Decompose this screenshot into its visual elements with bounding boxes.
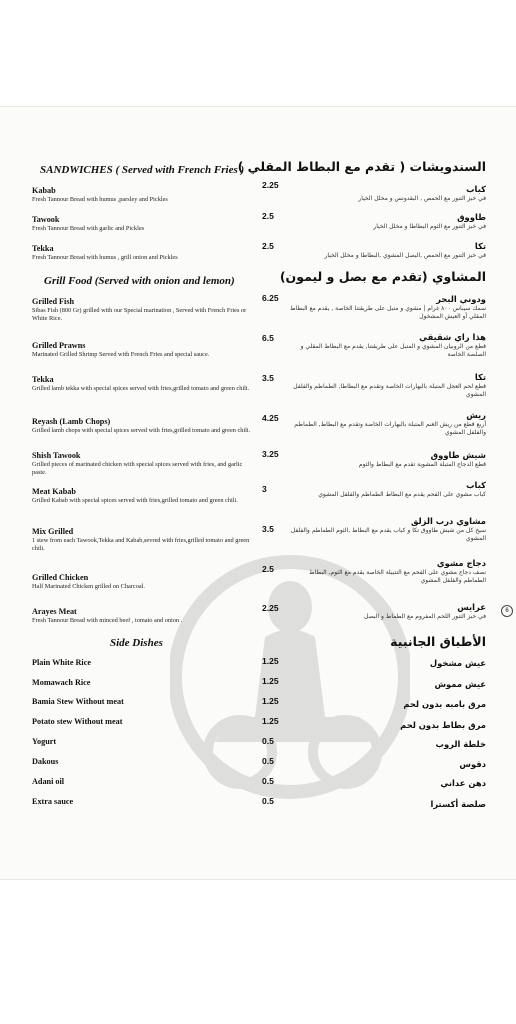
side-item: Momawach Rice xyxy=(32,678,91,687)
menu-item: Shish Tawook Grilled pieces of marinated chicken with special spices served with fries, and garlic paste. xyxy=(32,451,243,476)
page-marker-badge: 6 xyxy=(501,605,513,617)
grill-heading-en: Grill Food (Served with onion and lemon) xyxy=(44,275,235,287)
menu-item: Tekka Fresh Tannour Bread with humus , grill onion and Pickles xyxy=(32,244,178,261)
side-item: Plain White Rice xyxy=(32,658,91,667)
side-item-ar: خلطة الروب xyxy=(435,739,486,749)
item-price: 2.25 xyxy=(262,603,279,613)
side-item: Dakous xyxy=(32,757,59,766)
sandwiches-heading-en: SANDWICHES ( Served with French Fries ) xyxy=(40,164,245,176)
item-price: 2.5 xyxy=(262,241,274,251)
menu-page xyxy=(0,106,516,880)
item-price: 2.25 xyxy=(262,180,279,190)
item-price: 6.5 xyxy=(262,333,274,343)
side-dishes-heading-en: Side Dishes xyxy=(110,637,163,649)
menu-item-ar: كباب كباب مشوي على الفحم يقدم مع البطاط الطماطم والفلفل المشوي xyxy=(318,480,486,498)
side-item: Potato stew Without meat xyxy=(32,717,123,726)
item-price: 2.5 xyxy=(262,211,274,221)
menu-item-ar: دجاج مشوي نصف دجاج مشوي على الفحم مع التتبيلة الخاصة يقدم مع الثوم, البطاط الطماطم والفلفل المشوي xyxy=(309,558,486,584)
menu-item-ar: ريش أربع قطع من ريش الغنم المتبلة بالبهارات الخاصة وتقدم مع البطاط, الطماطم والفلفل المشوي xyxy=(294,410,486,436)
item-price: 3 xyxy=(262,484,267,494)
menu-item: Arayes Meat Fresh Tannour Bread with minced beef , tomato and onion . xyxy=(32,607,183,624)
grill-heading-ar: المشاوي (تقدم مع بصل و ليمون) xyxy=(279,269,486,284)
menu-item-ar: كباب في خبز التنور مع الحمص , البقدونس و مخلل الخيار xyxy=(358,184,486,202)
menu-item: Meat Kabab Grilled Kabab with special spices served with fries,grilled tomato and green chili. xyxy=(32,487,238,504)
menu-item-ar: ودوني البحر سمك سيباس ٨٠٠ غرام | مشوي و متبل على طريقتنا الخاصة , يقدم مع البطاط المقلي أو العيش المشخول xyxy=(289,294,486,320)
side-item-ar: عيش مموش xyxy=(434,679,486,689)
side-item-ar: مرق بامبه بدون لحم xyxy=(403,699,486,709)
menu-item: Grilled Chicken Half Marinated Chicken grilled on Charcoal. xyxy=(32,573,145,590)
menu-item-ar: شيش طاووق قطع الدجاج المتبلة المشوية تقدم مع البطاط والثوم xyxy=(358,450,486,468)
menu-item: Mix Grilled 1 stew from each Tawook,Tekka and Kabab,sevred with fries,grilled tomato and green chili. xyxy=(32,527,250,552)
side-item-ar: مرق بطاط بدون لحم xyxy=(400,720,486,730)
menu-item: Tawook Fresh Tannour Bread with garlic and Pickles xyxy=(32,215,145,232)
item-price: 0.5 xyxy=(262,756,274,766)
menu-item: Grilled Prawns Marinated Grilled Shrimp Served with French Fries and special sauce. xyxy=(32,341,210,358)
item-price: 2.5 xyxy=(262,564,274,574)
menu-item-ar: عرايس في خبز التنور اللحم المفروم مع الطماط و البصل xyxy=(364,602,486,620)
side-item-ar: صلصة أكسترا xyxy=(430,799,486,809)
item-price: 3.5 xyxy=(262,373,274,383)
item-price: 1.25 xyxy=(262,696,279,706)
side-item-ar: دقوس xyxy=(459,759,486,769)
item-price: 1.25 xyxy=(262,656,279,666)
item-price: 0.5 xyxy=(262,776,274,786)
menu-item: Kabab Fresh Tannour Bread with humus ,parsley and Pickles xyxy=(32,186,168,203)
side-item: Extra sauce xyxy=(32,797,74,806)
side-item: Bamia Stew Without meat xyxy=(32,697,124,706)
item-price: 1.25 xyxy=(262,716,279,726)
side-item-ar: دهن عداني xyxy=(440,778,486,788)
item-price: 3.25 xyxy=(262,449,279,459)
side-item-ar: عيش مشخول xyxy=(429,658,486,668)
menu-item: Grilled Fish Sibas Fish (800 Gr) grilled with our Special marination , Served with French Fries or White Rice. xyxy=(32,297,247,322)
item-price: 4.25 xyxy=(262,413,279,423)
item-price: 3.5 xyxy=(262,524,274,534)
menu-item-ar: هذا راي شقيقي قطع من الروبيان المشوي و المتبل على طريقتنا, يقدم مع البطاط المقلي و الصلصة الخاصة xyxy=(300,332,486,358)
menu-item-ar: طاووق في خبز التنور مع الثوم البطاطا و مخلل الخيار xyxy=(373,212,486,230)
side-dishes-heading-ar: الأطباق الجانبية xyxy=(390,634,486,649)
menu-item: Tekka Grilled lamb tekka with special spices served with fries,grilled tomato and green chili. xyxy=(32,375,250,392)
menu-item: Reyash (Lamb Chops) Grilled lamb chops with special spices served with fries,grilled tomato and green chili. xyxy=(32,417,251,434)
side-item: Yogurt xyxy=(32,737,57,746)
item-price: 6.25 xyxy=(262,293,279,303)
menu-item-ar: تكا قطع لحم العجل المتبلة بالبهارات الخاصة وتقدم مع البطاطا, الطماطم والفلفل المشوي xyxy=(293,372,486,398)
menu-item-ar: مشاوي درب الزلق سيخ كل من شيش طاووق تكا و كباب يقدم مع البطاط ,الثوم الطماطم والفلفل المشوي xyxy=(290,516,486,542)
menu-item-ar: تكا في خبز التنور مع الحمص ,البصل المشوي ,البطاطا و مخلل الخيار xyxy=(324,241,486,259)
side-item: Adani oil xyxy=(32,777,65,786)
item-price: 0.5 xyxy=(262,796,274,806)
item-price: 0.5 xyxy=(262,736,274,746)
item-price: 1.25 xyxy=(262,676,279,686)
sandwiches-heading-ar: السندويشات ( تقدم مع البطاط المقلي ) xyxy=(237,159,486,174)
